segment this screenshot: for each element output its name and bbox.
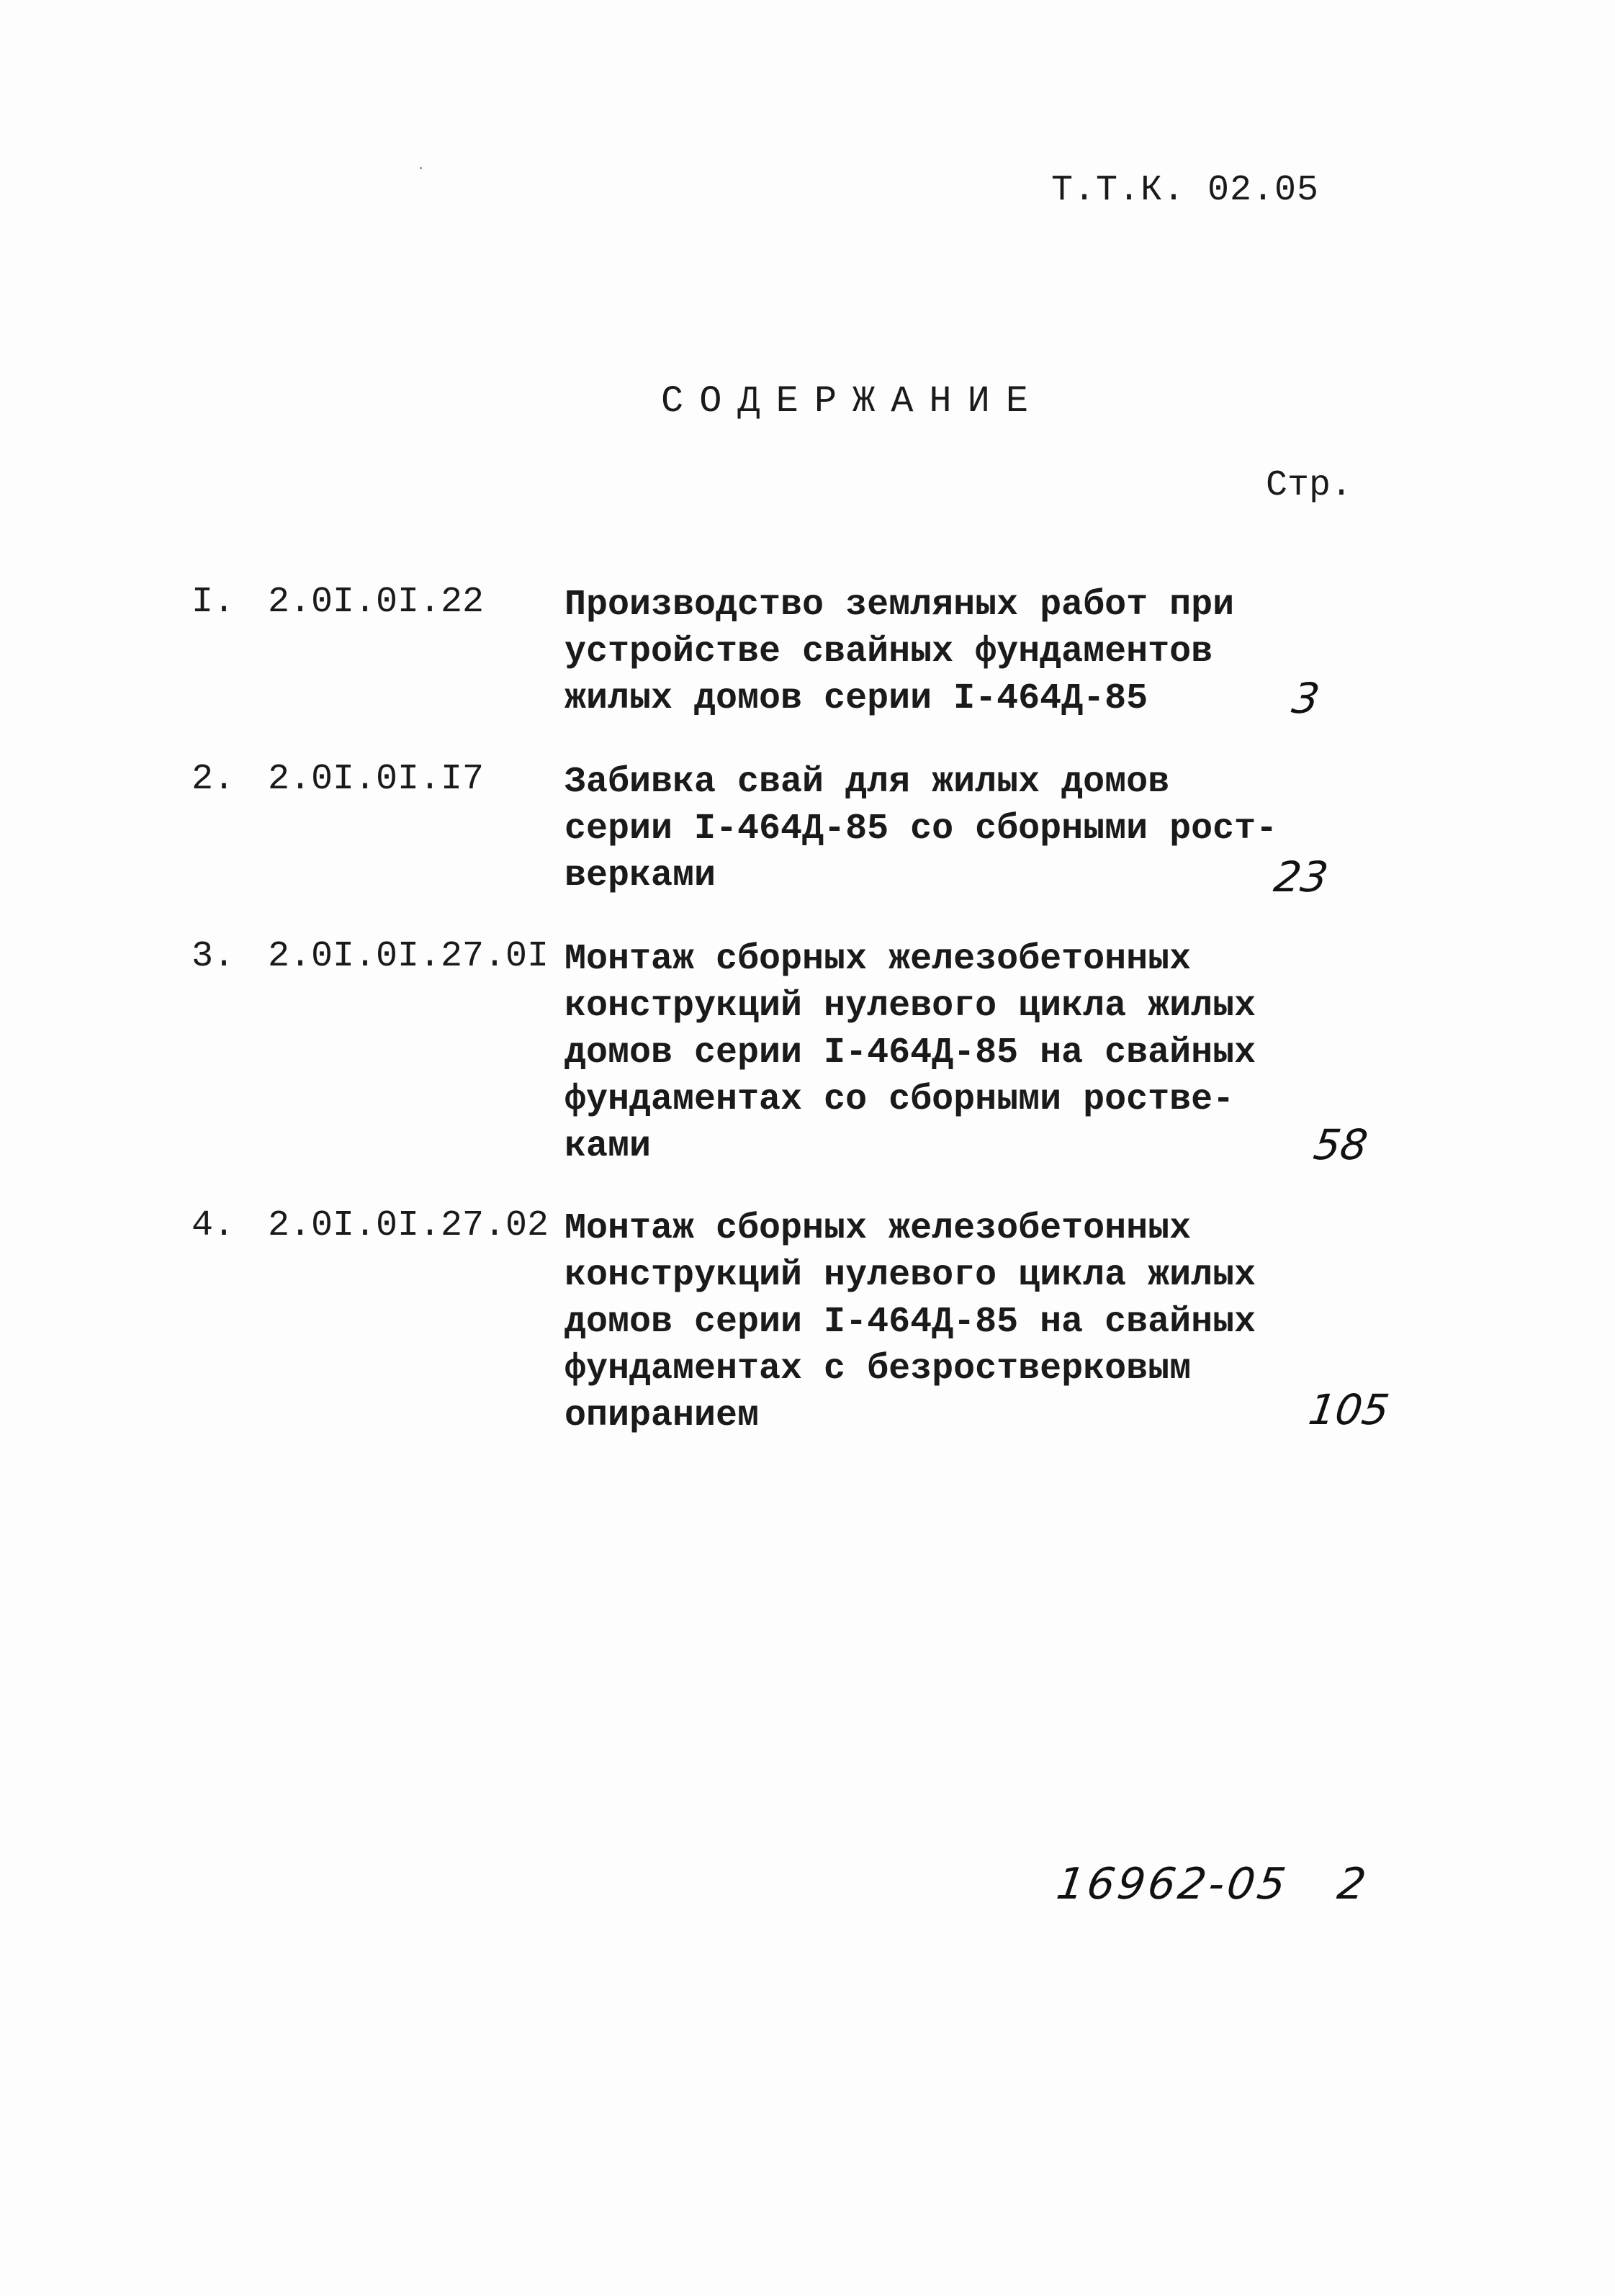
toc-item-title-line: фундаментах со сборными ростве-: [564, 1079, 1235, 1120]
toc-item-page: 23: [1271, 852, 1331, 901]
toc-item-title-line: конструкций нулевого цикла жилых: [564, 1255, 1256, 1296]
toc-item-page: 3: [1289, 674, 1323, 723]
scan-speck: [420, 167, 422, 169]
toc-item-title-line: домов серии I-464Д-85 на свайных: [564, 1302, 1256, 1343]
page-title: СОДЕРЖАНИЕ: [661, 380, 1045, 423]
toc-item-title-line: Монтаж сборных железобетонных: [564, 939, 1192, 980]
toc-item-number: 3.: [192, 936, 235, 977]
toc-item-number: 4.: [192, 1205, 235, 1246]
toc-item-code: 2.0I.0I.27.02: [268, 1205, 549, 1246]
toc-item-page: 105: [1305, 1385, 1393, 1434]
toc-item-number: 2.: [192, 759, 235, 800]
toc-item-title-line: ками: [564, 1126, 652, 1167]
toc-item-title: [564, 759, 1278, 899]
toc-item-title-line: Монтаж сборных железобетонных: [564, 1208, 1192, 1249]
toc-item-title-line: верками: [564, 855, 716, 896]
toc-item-title-line: опиранием: [564, 1395, 760, 1436]
toc-item-code: 2.0I.0I.I7: [268, 759, 485, 800]
toc-item-title-line: Производство земляных работ при: [564, 585, 1235, 626]
toc-item-title-line: конструкций нулевого цикла жилых: [564, 986, 1256, 1027]
document-code: Т.Т.К. 02.05: [1051, 170, 1320, 211]
page-column-label: Стр.: [1266, 465, 1353, 506]
toc-item-title: [564, 582, 1249, 722]
toc-item-title-line: устройстве свайных фундаментов: [564, 631, 1213, 672]
toc-item-page: 58: [1310, 1120, 1371, 1169]
toc-item-title-line: жилых домов серии I-464Д-85: [564, 678, 1148, 719]
toc-item-number: I.: [192, 582, 235, 623]
archive-stamp: 16962-05: [1053, 1859, 1292, 1909]
toc-item-title-line: фундаментах с безростверковым: [564, 1349, 1192, 1390]
toc-item-title: [564, 1205, 1256, 1439]
page-number: 2: [1334, 1859, 1369, 1909]
toc-item-title-line: серии I-464Д-85 со сборными рост-: [564, 809, 1278, 850]
toc-item-title-line: Забивка свай для жилых домов: [564, 762, 1170, 803]
toc-item-code: 2.0I.0I.22: [268, 582, 485, 623]
toc-item-code: 2.0I.0I.27.0I: [268, 936, 549, 977]
toc-item-title-line: домов серии I-464Д-85 на свайных: [564, 1032, 1256, 1073]
toc-item-title: [564, 936, 1256, 1170]
